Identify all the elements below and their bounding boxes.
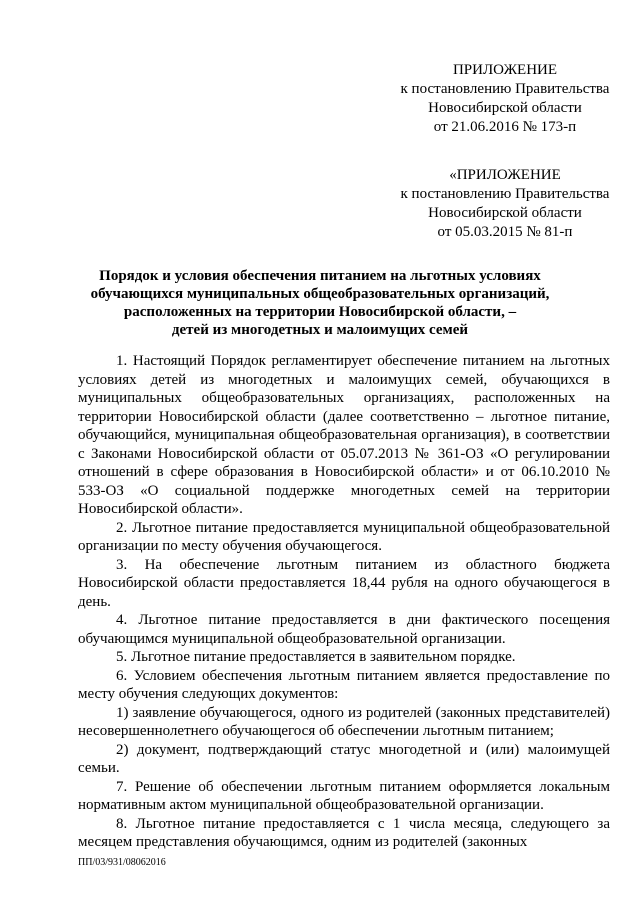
appendix-header-current (392, 61, 618, 137)
appendix-line-resolution: к постановлению Правительства (400, 186, 610, 202)
paragraph-3: 3. На обеспечение льготным питанием из областного бюджета Новосибирской области предоставляется 18,44 рубля на одного обучающегося в день. (78, 556, 610, 610)
document-code: ПП/03/931/08062016 (78, 857, 166, 868)
paragraph-5: 5. Льготное питание предоставляется в заявительном порядке. (116, 649, 516, 665)
appendix-line-resolution: к постановлению Правительства (400, 81, 610, 97)
appendix-title: «ПРИЛОЖЕНИЕ (449, 167, 561, 183)
appendix-header-previous (392, 166, 618, 242)
appendix-line-date: от 21.06.2016 № 173-п (433, 119, 577, 135)
paragraph-8: 8. Льготное питание предоставляется с 1 числа месяца, следующего за месяцем представления обучающимся, одним из родителей (законных (78, 815, 610, 850)
appendix-line-region: Новосибирской области (428, 100, 582, 116)
appendix-line-date: от 05.03.2015 № 81-п (437, 224, 573, 240)
paragraph-4: 4. Льготное питание предоставляется в дни фактического посещения обучающимся муниципальной общеобразовательной организации. (78, 612, 610, 647)
document-body (78, 352, 610, 852)
paragraph-6-item-2: 2) документ, подтверждающий статус многодетной и (или) малоимущей семьи. (78, 741, 610, 776)
document-title (90, 267, 550, 339)
appendix-line-region: Новосибирской области (428, 205, 582, 221)
paragraph-6-item-1: 1) заявление обучающегося, одного из родителей (законных представителей) несовершеннолетнего обучающегося об обеспечении льготным питанием; (78, 704, 610, 739)
document-title-line: Порядок и условия обеспечения питанием на льготных условиях (99, 268, 541, 284)
paragraph-6: 6. Условием обеспечения льготным питанием является предоставление по месту обучения следующих документов: (78, 667, 610, 702)
document-title-line: обучающихся муниципальных общеобразовательных организаций, (90, 286, 550, 302)
document-title-line: детей из многодетных и малоимущих семей (171, 322, 469, 338)
document-title-line: расположенных на территории Новосибирской области, – (123, 304, 517, 320)
paragraph-1: 1. Настоящий Порядок регламентирует обеспечение питанием на льготных условиях детей из многодетных и малоимущих семей, обучающихся в муниципальных общеобразовательных организациях, расположенных на территории Новосибирской области (далее соответственно – льготное питание, обучающийся, муниципальная общеобразовательная организация), в соответствии с Законами Новосибирской области от 05.07.2013 № 361-ОЗ «О регулировании отношений в сфере образования в Новосибирской области» и от 06.10.2010 № 533-ОЗ «О социальной поддержке многодетных семей на территории Новосибирской области». (78, 353, 610, 517)
paragraph-7: 7. Решение об обеспечении льготным питанием оформляется локальным нормативным актом муниципальной общеобразовательной организации. (78, 778, 610, 813)
appendix-title: ПРИЛОЖЕНИЕ (452, 62, 558, 78)
paragraph-2: 2. Льготное питание предоставляется муниципальной общеобразовательной организации по месту обучения обучающегося. (78, 519, 610, 554)
